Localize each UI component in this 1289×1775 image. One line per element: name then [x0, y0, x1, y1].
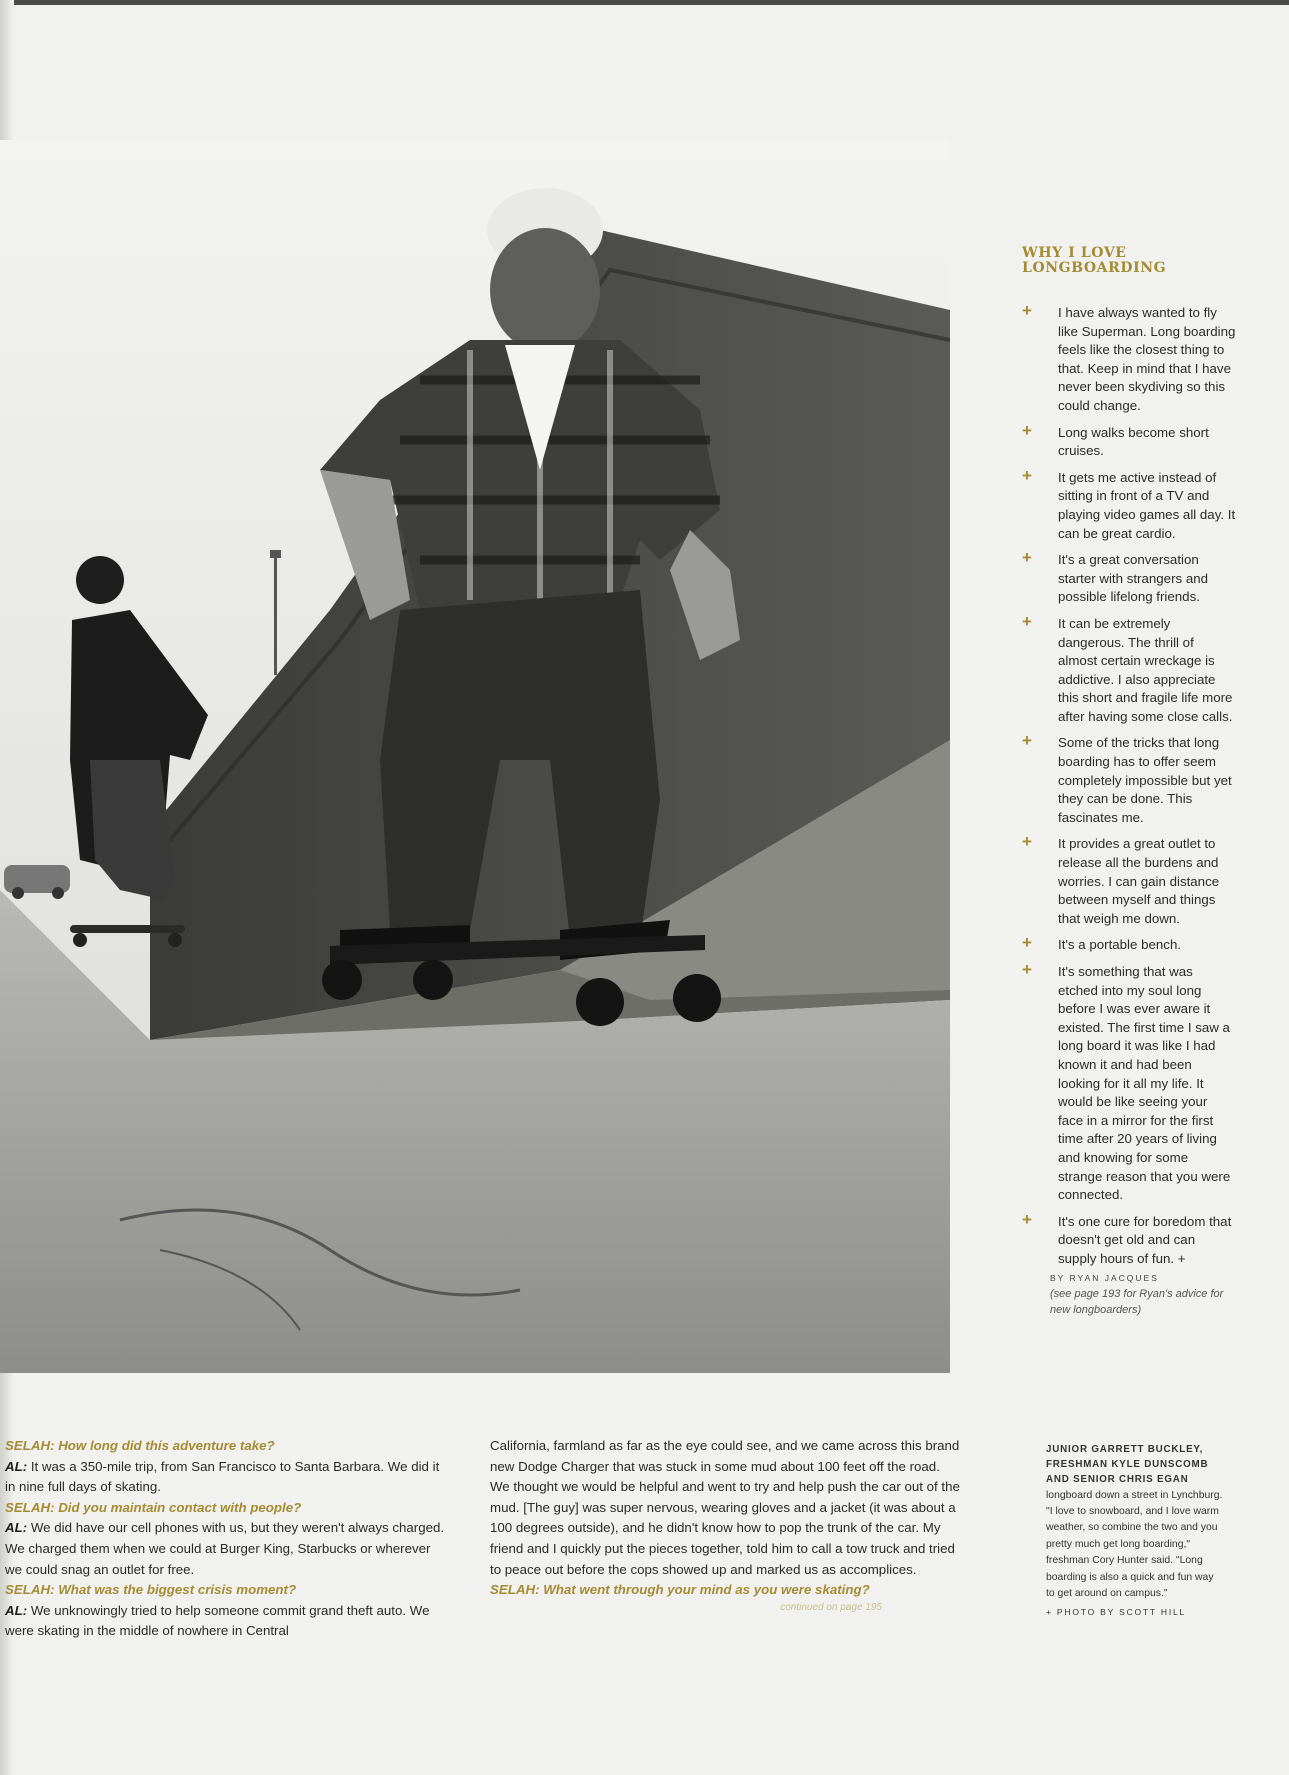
sidebar-title: WHY I LOVE LONGBOARDING — [1022, 245, 1167, 276]
list-item: + It can be extremely dangerous. The thrill of almost certain wreckage is addictive. I also appreciate this short and fragile life more after having some close calls. — [1022, 611, 1233, 724]
longboarding-photo — [0, 140, 950, 1373]
photo-caption — [1046, 1442, 1224, 1621]
list-item: + It's one cure for boredom that doesn't get old and can supply hours of fun. + — [1022, 1209, 1232, 1266]
plus-icon: + — [1022, 420, 1032, 440]
list-item: + It's a portable bench. — [1022, 933, 1182, 953]
photo-credit: + PHOTO BY SCOTT HILL — [1046, 1607, 1187, 1618]
list-item: + I have always wanted to fly like Superman. Long boarding feels like the closest thing to that. Keep in mind that I have never been skydiving so this could change. — [1022, 301, 1236, 413]
plus-icon: + — [1022, 301, 1032, 320]
list-item: + It gets me active instead of sitting in front of a TV and playing video games all day. It can be great cardio. — [1022, 465, 1236, 541]
plus-icon: + — [1022, 960, 1032, 979]
plus-icon: + — [1022, 731, 1032, 751]
interview-answer: AL: We did have our cell phones with us, but they weren't always charged. We charged them when we could at Burger King, Starbucks or wherever we could snag an outlet for free. — [5, 1520, 445, 1577]
interview-question: SELAH: Did you maintain contact with people? — [5, 1499, 302, 1515]
interview-question: SELAH: How long did this adventure take? — [5, 1438, 275, 1453]
plus-icon: + — [1022, 832, 1032, 852]
interview-question: SELAH: What went through your mind as you were skating? — [490, 1582, 870, 1598]
continued-note: continued on page 195 — [780, 1601, 882, 1613]
caption-names: JUNIOR GARRETT BUCKLEY, FRESHMAN KYLE DUNSCOMB AND SENIOR CHRIS EGAN — [1046, 1444, 1209, 1486]
plus-icon: + — [1022, 465, 1032, 485]
page-top-edge — [0, 0, 1289, 5]
plus-icon: + — [1022, 611, 1032, 631]
plus-icon: + — [1022, 548, 1032, 568]
list-item: + It's something that was etched into my soul long before I was ever aware it existed. The first time I saw a long board it was like I had known it and had been looking for it all my life. It would be like seeing your face in a mirror for the first time after 20 years of living and knowing for some strange reason that you were connected. — [1022, 960, 1231, 1203]
list-item: + It's a great conversation starter with strangers and possible lifelong friends. — [1022, 548, 1209, 605]
reasons-list — [1022, 301, 1236, 1269]
sidebar-byline: BY RYAN JACQUES — [1050, 1272, 1159, 1283]
interview-answer: AL: It was a 350-mile trip, from San Francisco to Santa Barbara. We did it in nine full days of skating. — [5, 1458, 440, 1495]
plus-icon: + — [1022, 1209, 1032, 1229]
list-item: + Long walks become short cruises. — [1022, 420, 1209, 459]
caption-text: longboard down a street in Lynchburg. "I love to snowboard, and I love warm weather, so combine the two and you pretty much get long boarding," freshman Cory Hunter said. "Long boarding is also a quick and fun way to get around on campus." — [1046, 1489, 1223, 1600]
plus-icon: + — [1022, 933, 1032, 953]
interview-column-middle — [490, 1436, 960, 1615]
interview-answer-continued: California, farmland as far as the eye could see, and we came across this brand new Dodge Charger that was stuck in some mud about 100 feet off the road. We thought we would be helpful and went to try and help push the car out of the mud. [The guy] was super nervous, wearing gloves and a jacket (it was about a 100 degrees outside), and he didn't know how to pop the trunk of the car. My friend and I quickly put the pieces together, told him to call a tow truck and tried to peace out before the cops showed up and marked us as accomplices. — [490, 1438, 960, 1577]
list-item: + It provides a great outlet to release all the burdens and worries. I can gain distance between myself and things that weigh me down. — [1022, 832, 1220, 926]
interview-column-left — [5, 1436, 451, 1642]
interview-question: SELAH: What was the biggest crisis moment? — [5, 1582, 297, 1598]
why-i-love-longboarding-sidebar — [1022, 246, 1236, 1318]
sidebar-page-note: (see page 193 for Ryan's advice for new longboarders) — [1050, 1287, 1224, 1316]
list-item: + Some of the tricks that long boarding has to offer seem completely impossible but yet they can be done. This fascinates me. — [1022, 731, 1232, 825]
interview-answer: AL: We unknowingly tried to help someone commit grand theft auto. We were skating in the middle of nowhere in Central — [5, 1602, 430, 1639]
